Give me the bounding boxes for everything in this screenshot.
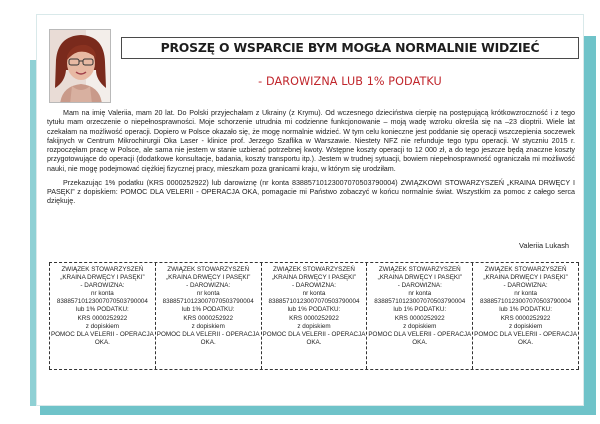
coupon-line: KRS 0000252922 (183, 314, 234, 322)
portrait-image (50, 30, 111, 103)
coupon-line: „KRAINA DRWĘCY I PASĘKI” (483, 274, 568, 282)
coupon-line: KRS 0000252922 (394, 314, 445, 322)
coupon-line: OKA. (94, 338, 110, 346)
page-subtitle: - DAROWIZNA LUB 1% PODATKU (258, 75, 442, 88)
coupon-2 (155, 263, 261, 369)
coupon-line: - DAROWIZNA: (397, 282, 442, 290)
coupon-line: POMOC DLA VELERII - OPERACJA (474, 330, 578, 338)
appeal-paragraph-1: Mam na imię Valeriia, mam 20 lat. Do Polski przyjechałam z Ukrainy (z Krymu). Od wczesnego dzieciństwa cierpię na postępującą krótkowzroczność i z tego tytułu mam orzeczenie o niepełnosprawności. Moje schorzenie utrudnia mi codzienne funkcjonowanie – moją wadę wzroku określa się na –23 dioptrii. Wiele lat czekałam na możliwość operacji. Dopiero w Polsce okazało się, że mogę normalnie widzieć. W tym celu konieczne jest poddanie się operacji wszczepienia soczewek fakijnych w Centrum Mikrochirurgii Oka Laser - klinice prof. Jerzego Szaflika w Warszawie. Niestety NFZ nie refunduje tego typu operacji. W styczniu 2015 r. rozpoczęłam pracę w Polsce, ale sama nie jestem w stanie uzbierać potrzebnej kwoty. Wstępne koszty operacji to 12 000 zł, a do tego jeszcze będą znaczne koszty przygotowujące do operacji (dodatkowe konsultacje, badania, koszty transportu itp.). Jestem w trudnej sytuacji, bowiem niepełnosprawność ograniczała mi możliwość nauki, nie mogę podejmować ciężkiej fizycznej pracy, mieszkam poza granicami kraju, w którym się urodziłam. (47, 109, 575, 173)
frame-right-border (584, 36, 596, 414)
coupon-line: z dopiskiem (508, 322, 543, 330)
tear-off-coupons (49, 262, 579, 370)
coupon-line: POMOC DLA VELERII - OPERACJA (156, 330, 260, 338)
portrait-photo (49, 29, 111, 103)
coupon-line: ZWIĄZEK STOWARZYSZEŃ (61, 266, 144, 273)
coupon-line: OKA. (518, 338, 534, 346)
coupon-1 (49, 263, 155, 369)
coupon-line: ZWIĄZEK STOWARZYSZEŃ (273, 266, 355, 273)
coupon-line: „KRAINA DRWĘCY I PASĘKI” (271, 274, 357, 282)
coupon-line: z dopiskiem (297, 322, 331, 330)
appeal-text (47, 109, 575, 207)
appeal-paragraph-2: Przekazując 1% podatku (KRS 0000252922) lub darowiznę (nr konta 83885710123007070503790004) ZWIĄZKOWI STOWARZYSZEŃ „KRAINA DRWĘCY I PASĘKI” z dopiskiem: POMOC DLA VELERII - OPERACJA OKA, pomagacie mi Państwo zobaczyć w końcu normalnie świat. Wszystkim za pomoc z całego serca dziękuję. (47, 178, 575, 206)
coupon-line: nr konta (514, 290, 537, 298)
flyer-card (36, 14, 584, 406)
coupon-line: „KRAINA DRWĘCY I PASĘKI” (60, 274, 145, 282)
coupon-line: - DAROWIZNA: (503, 282, 548, 290)
coupon-line: - DAROWIZNA: (186, 282, 231, 290)
coupon-line: z dopiskiem (85, 322, 120, 330)
coupon-line: ZWIĄZEK STOWARZYSZEŃ (167, 266, 250, 273)
coupon-line: 83885710123007070503790004 (162, 298, 254, 306)
coupon-line: nr konta (302, 290, 326, 298)
coupon-line: nr konta (196, 290, 220, 298)
coupon-line: OKA. (412, 338, 428, 346)
coupon-line: nr konta (91, 290, 114, 298)
coupon-line: lub 1% PODATKU: (287, 306, 341, 314)
coupon-4 (366, 263, 472, 369)
coupon-line: POMOC DLA VELERII - OPERACJA (50, 330, 154, 338)
coupon-line: „KRAINA DRWĘCY I PASĘKI” (377, 274, 462, 282)
coupon-5 (472, 263, 579, 369)
coupon-line: - DAROWIZNA: (291, 282, 337, 290)
coupon-line: 83885710123007070503790004 (56, 298, 148, 306)
coupon-line: OKA. (306, 338, 322, 346)
coupon-line: lub 1% PODATKU: (393, 306, 447, 314)
coupon-line: ZWIĄZEK STOWARZYSZEŃ (378, 266, 461, 273)
coupon-line: z dopiskiem (191, 322, 225, 330)
signature: Valeriia Lukash (519, 241, 569, 250)
coupon-line: 83885710123007070503790004 (268, 298, 360, 306)
coupon-line: nr konta (408, 290, 432, 298)
coupon-line: z dopiskiem (403, 322, 437, 330)
coupon-line: KRS 0000252922 (77, 314, 128, 322)
coupon-line: lub 1% PODATKU: (499, 306, 552, 314)
coupon-line: POMOC DLA VELERII - OPERACJA (368, 330, 472, 338)
coupon-line: lub 1% PODATKU: (181, 306, 235, 314)
coupon-line: OKA. (200, 338, 216, 346)
coupon-line: POMOC DLA VELERII - OPERACJA (262, 330, 366, 338)
page-title: PROSZĘ O WSPARCIE BYM MOGŁA NORMALNIE WIDZIEĆ (121, 37, 579, 59)
coupon-line: KRS 0000252922 (289, 314, 339, 322)
coupon-line: „KRAINA DRWĘCY I PASĘKI” (166, 274, 251, 282)
coupon-line: 83885710123007070503790004 (480, 298, 572, 306)
coupon-line: 83885710123007070503790004 (374, 298, 466, 306)
coupon-line: KRS 0000252922 (500, 314, 551, 322)
coupon-line: ZWIĄZEK STOWARZYSZEŃ (484, 266, 567, 273)
coupon-3 (261, 263, 367, 369)
coupon-line: lub 1% PODATKU: (76, 306, 129, 314)
coupon-line: - DAROWIZNA: (80, 282, 125, 290)
